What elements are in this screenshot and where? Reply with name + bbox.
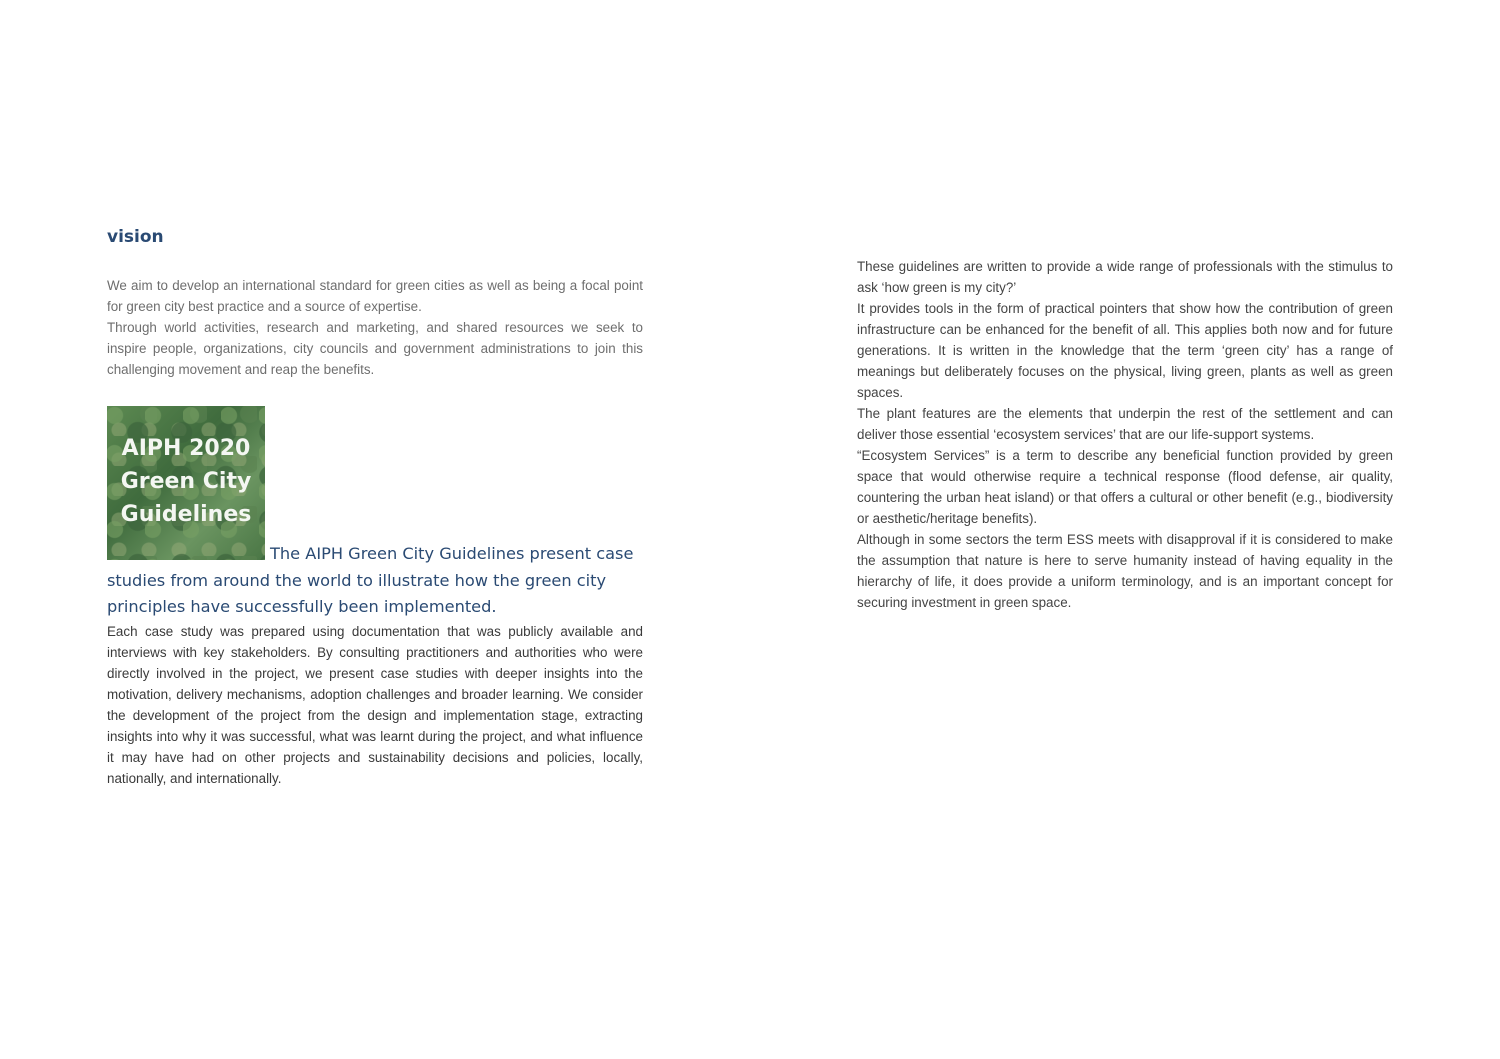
vision-paragraph-1: We aim to develop an international standard for green cities as well as being a focal point for green city best practice and a source of expertise.	[107, 278, 643, 314]
tools-paragraph: It provides tools in the form of practical pointers that show how the contribution of green infrastructure can be enhanced for the benefit of all. This applies both now and for future generations. It is written in the knowledge that the term ‘green city’ has a range of meanings but deliberately focuses on the physical, living green, plants as well as green spaces.	[857, 301, 1393, 400]
vision-heading: vision	[107, 227, 164, 247]
right-column	[857, 256, 1393, 613]
guidelines-purpose-paragraph: These guidelines are written to provide a wide range of professionals with the stimulus to ask ‘how green is my city?’	[857, 259, 1393, 295]
guidelines-cover-image	[107, 406, 265, 560]
guidelines-feature	[107, 406, 643, 621]
ecosystem-services-paragraph: “Ecosystem Services” is a term to describe any beneficial function provided by green space that would otherwise require a technical response (flood defense, air quality, countering the urban heat island) or that offers a cultural or other benefit (e.g., biodiversity or aesthetic/heritage benefits).	[857, 448, 1393, 526]
ess-terminology-paragraph: Although in some sectors the term ESS meets with disapproval if it is considered to make the assumption that nature is here to serve humanity instead of having equality in the hierarchy of life, it does provide a uniform terminology, and is an important concept for securing investment in green space.	[857, 532, 1393, 610]
case-study-paragraph: Each case study was prepared using documentation that was publicly available and interviews with key stakeholders. By consulting practitioners and authorities who were directly involved in the project, we present case studies with deeper insights into the motivation, delivery mechanisms, adoption challenges and broader learning. We consider the development of the project from the design and implementation stage, extracting insights into why it was successful, what was learnt during the project, and what influence it may have had on other projects and sustainability decisions and policies, locally, nationally, and internationally.	[107, 623, 643, 786]
vision-paragraph-2: Through world activities, research and marketing, and shared resources we seek to inspire people, organizations, city councils and government administrations to join this challenging movement and reap the benefits.	[107, 320, 643, 377]
guidelines-lead-text: The AIPH Green City Guidelines present case studies from around the world to illustrate how the green city principles have successfully been implemented.	[107, 544, 634, 616]
guidelines-cover-title: AIPH 2020 Green City Guidelines	[120, 436, 252, 527]
left-column	[107, 226, 643, 789]
plant-features-paragraph: The plant features are the elements that underpin the rest of the settlement and can deliver those essential ‘ecosystem services’ that are our life-support systems.	[857, 406, 1393, 442]
